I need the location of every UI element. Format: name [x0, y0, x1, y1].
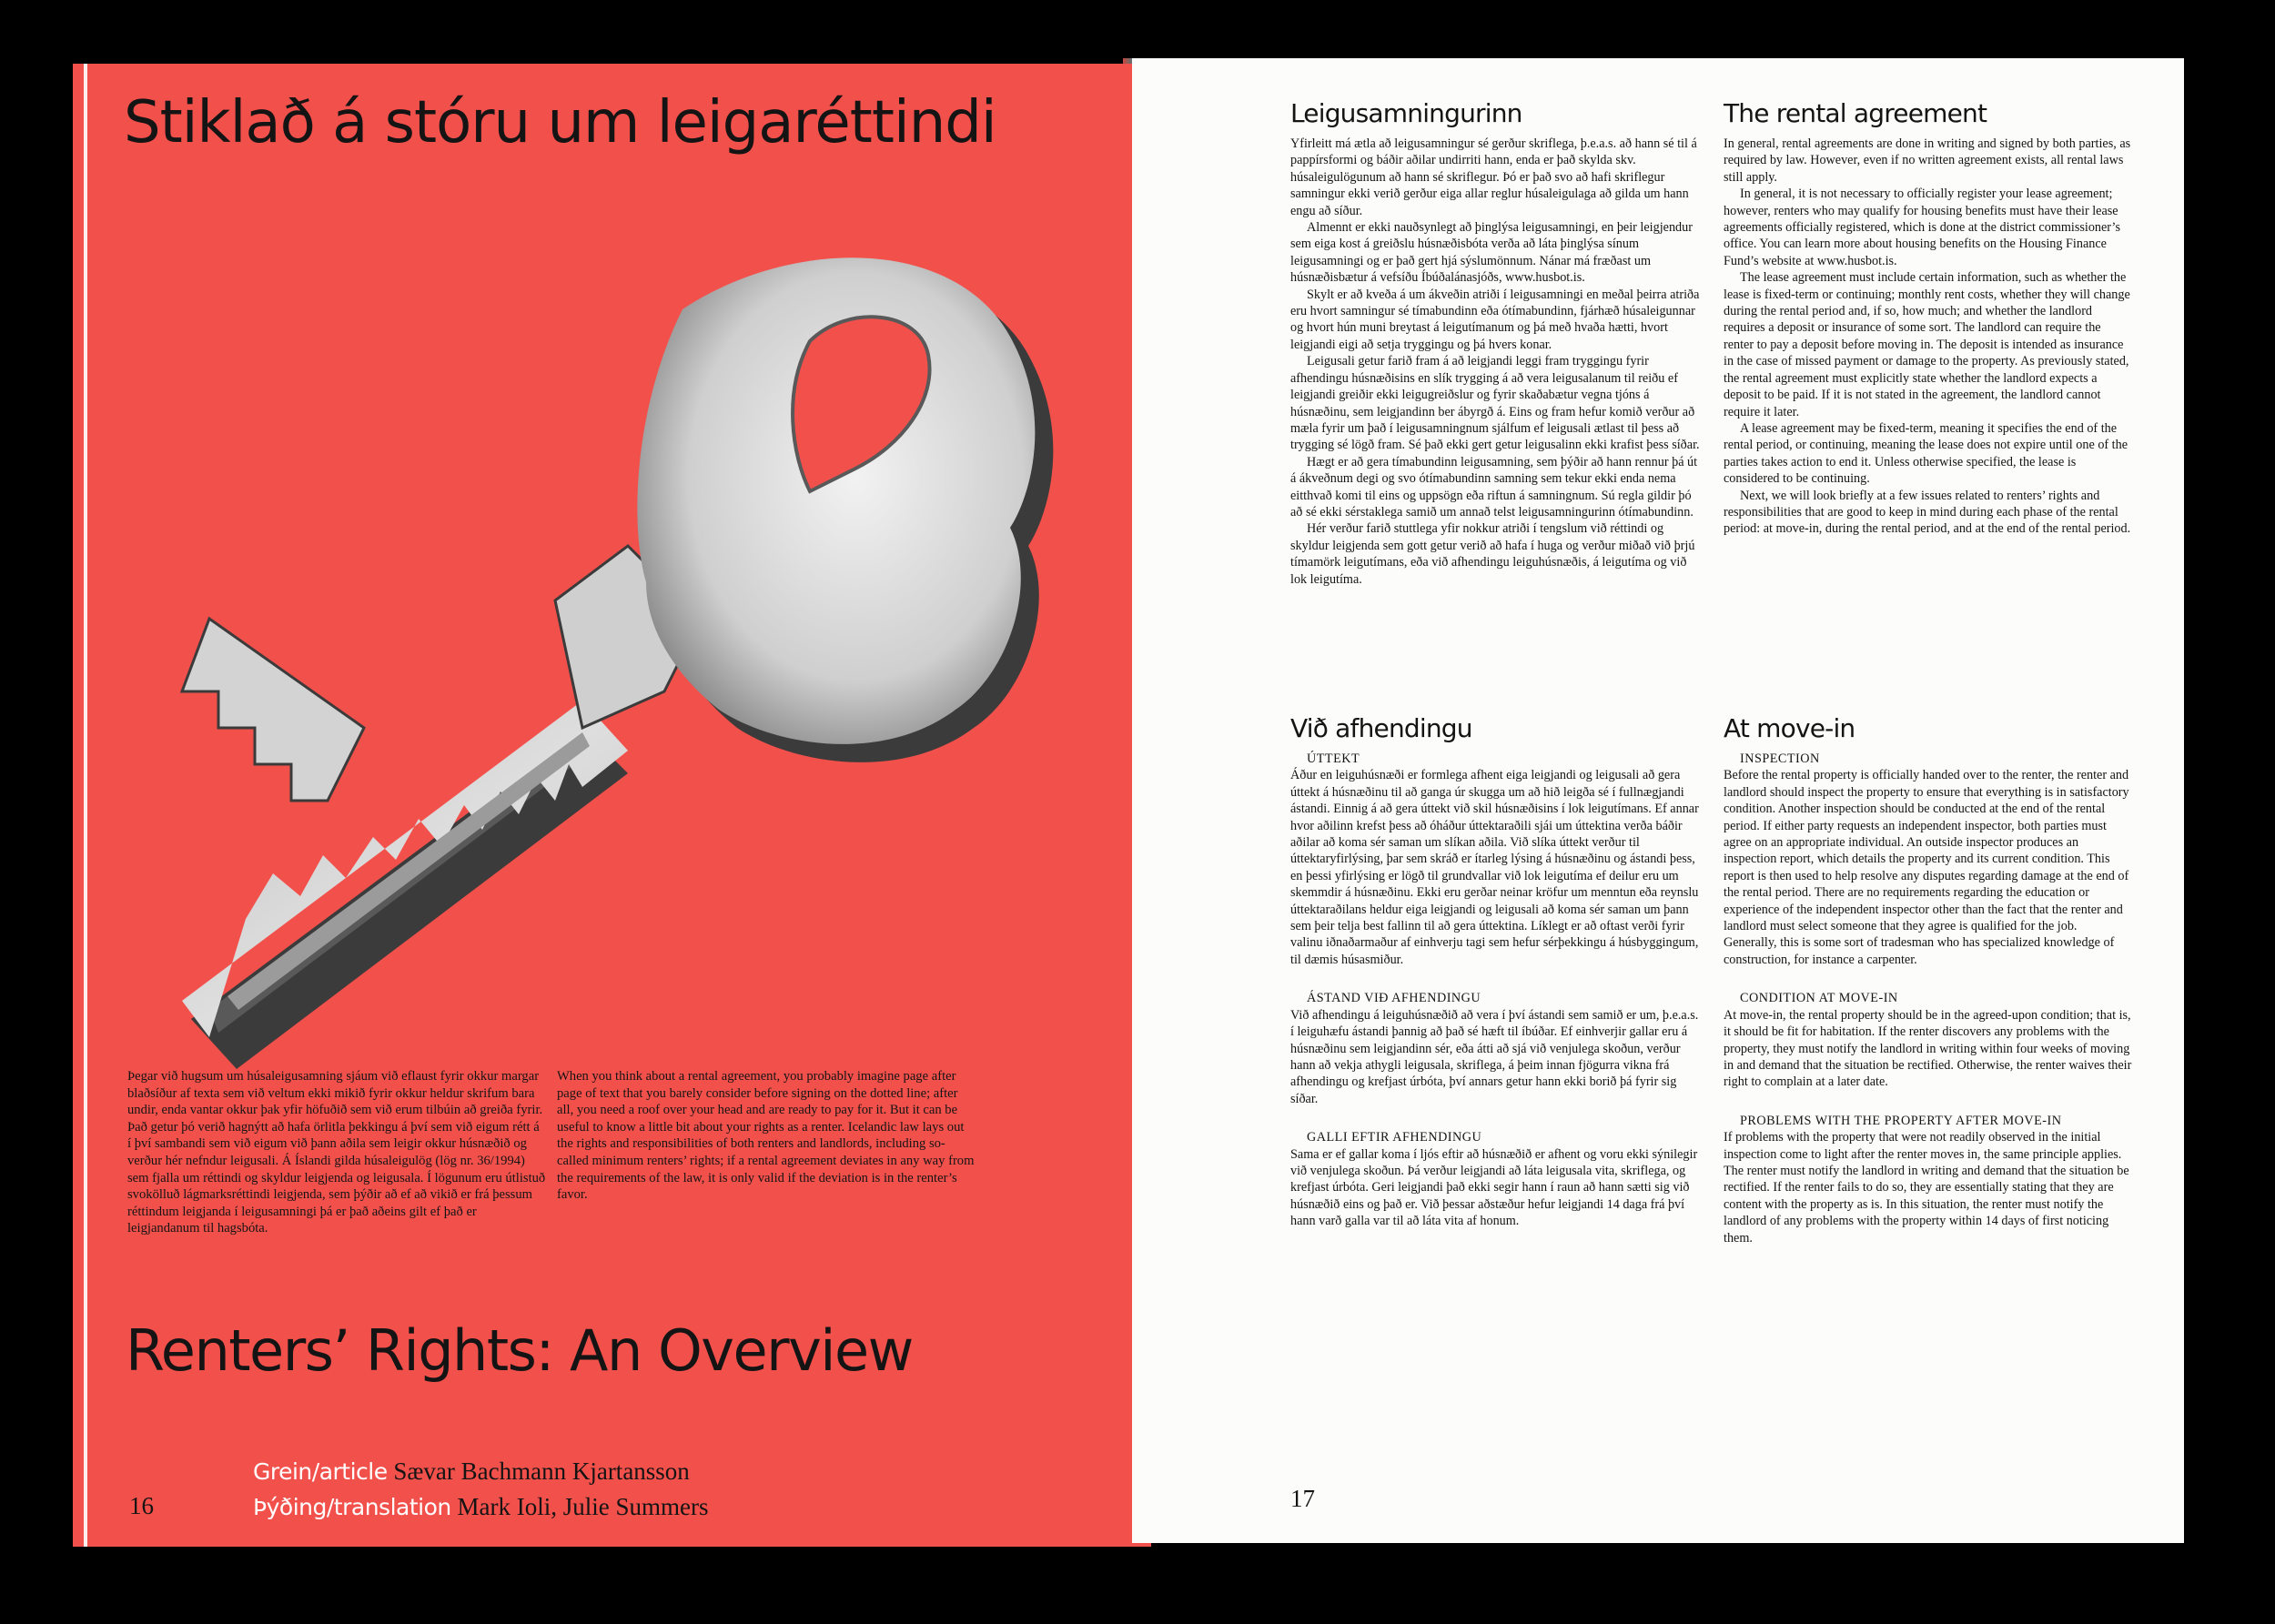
paragraph: Next, we will look briefly at a few issues related to renters’ rights and responsibilities that are good to keep in mind during each phase of the rental period: at move-in, during the rental period, and at the end of the rental period.	[1724, 488, 2131, 537]
paragraph: At move-in, the rental property should be in the agreed-upon condition; that is, it should be fit for habitation. If the renter discovers any problems with the property, they must notify the landlord in writing within four weeks of moving in and demand that the situation be rectified. Otherwise, the renter waives their right to complain at a later date.	[1724, 1007, 2132, 1090]
page-number-left: 16	[129, 1492, 154, 1519]
page-number-right: 17	[1290, 1485, 1315, 1512]
article-title-icelandic: Stiklað á stóru um leigaréttindi	[124, 89, 996, 156]
paragraph: Áður en leiguhúsnæði er formlega afhent eiga leigjandi og leigusali að gera úttekt á húsnæðinu til að ganga úr skugga um að hið leigða sé í fullnægjandi ástandi. Einnig á að gera úttekt við skil húsnæðisins í lok leigutímans. Ef annar hvor aðilinn krefst þess að óháður úttektaraðili sjái um úttektina verða báðir aðilar að koma sér saman um slíkan aðila. Við slíka úttekt verður til úttektaryfirlýsing, þar sem skráð er ítarleg lýsing á húsnæðinu og ástandi þess, en þessi yfirlýsing er lögð til grundvallar við lok leigutíma ef deilur eru um skemmdir á húsnæðinu. Ekki eru gerðar neinar kröfur um menntun eða reynslu úttektaraðilans heldur eiga leigjandi og leigusali að koma sér saman um þann sem þeir telja best fallinn til að gera úttektina. Líklegt er að oftast verði fyrir valinu iðnaðarmaður af einhverju tagi sem hefur sérþekkingu á húsbyggingum, til dæmis húsasmiður.	[1290, 768, 1699, 967]
article-title-english: Renters’ Rights: An Overview	[126, 1317, 913, 1384]
credit-translation	[253, 1489, 708, 1525]
section-at-move-in	[1724, 713, 2133, 1246]
section-heading: The rental agreement	[1724, 98, 1987, 128]
key-teeth	[182, 619, 364, 801]
paragraph: The lease agreement must include certain information, such as whether the lease is fixed-term or continuing; monthly rent costs, whether they will change during the rental period and, if so, how much; and whether the landlord requires a deposit or insurance of some sort. The landlord can require the renter to pay a deposit before moving in. The deposit is intended as insurance in the case of missed payment or damage to the property. As previously stated, the rental agreement must explicitly state whether the landlord expects a deposit to be paid. If it is not stated in the agreement, the landlord cannot require it later.	[1724, 270, 2130, 419]
paragraph: If problems with the property that were not readily observed in the initial inspection come to light after the renter moves in, the same principle applies. The renter must notify the landlord in writing and demand that the situation be rectified. If the renter fails to do so, they are essentially stating that they are content with the property as is. In this situation, the renter must notify the landlord of any problems with the property within 14 days of first noticing them.	[1724, 1130, 2129, 1246]
paragraph: Við afhendingu á leiguhúsnæðið að vera í því ástandi sem samið er um, þ.e.a.s. í leiguhæfu ástandi þannig að það sé hæft til íbúðar. Ef einhverjir gallar eru á húsnæðinu sem leigjandinn sér, eða átti að sjá við venjulega skoðun, verður hann að vekja athygli leigusala, skriflega, á þeim innan fjögurra vikna frá afhendingu og krefjast úrbóta, því annars getur hann ekki borið þá fyrir sig síðar.	[1290, 1007, 1699, 1106]
credit-article	[253, 1454, 708, 1489]
subheading: ÁSTAND VIÐ AFHENDINGU	[1307, 991, 1481, 1006]
left-page	[73, 64, 1151, 1547]
subheading: ÚTTEKT	[1307, 751, 1360, 766]
intro-paragraph-english: When you think about a rental agreement, you probably imagine page after page of text that you barely consider before signing on the dotted line; after all, you need a roof over your head and are ready to pay for it. But it can be useful to know a little bit about your rights as a renter. Icelandic law lays out the rights and responsibilities of both renters and landlords, including so-called minimum renters’ rights; if a rental agreement deviates in any way from the requirements of the law, it is only valid if the deviation is in the renter’s favor.	[557, 1069, 975, 1203]
subheading: PROBLEMS WITH THE PROPERTY AFTER MOVE-IN	[1740, 1113, 2062, 1128]
section-leigusamningurinn	[1290, 98, 1700, 588]
paragraph: Yfirleitt má ætla að leigusamningur sé gerður skriflega, þ.e.a.s. að hann sé til á pappírsformi og báðir aðilar undirriti hann, enda er það skylda skv. húsaleigulögunum að hann sé skriflegur. Þó er það svo að hafi skriflegur samningur ekki verið gerður eiga allar reglur húsaleigulaga að gilda um hann engu að síður.	[1290, 136, 1697, 218]
credits	[253, 1454, 708, 1525]
paragraph: Sama er ef gallar koma í ljós eftir að húsnæðið er afhent og voru ekki sýnilegir við venjulega skoðun. Þá verður leigjandi að láta leigusala vita, skriflega, og krefjast úrbóta. Geri leigjandi það ekki segir hann í raun að hann sætti sig við húsnæðið eins og það er. Við þessar aðstæður hefur leigjandi 14 daga frá því hann varð galla var til að láta vita af honum.	[1290, 1146, 1698, 1229]
right-page	[1132, 58, 2184, 1543]
paragraph: In general, it is not necessary to officially register your lease agreement; however, renters who may qualify for housing benefits must have their lease agreements officially registered, which is done at the district commissioner’s office. You can learn more about housing benefits on the Housing Finance Fund’s website at www.husbot.is.	[1724, 187, 2121, 268]
credit-translation-name: Mark Ioli, Julie Summers	[457, 1493, 709, 1520]
subheading: INSPECTION	[1740, 751, 1820, 766]
credit-article-label: Grein/article	[253, 1458, 388, 1485]
intro-paragraph-icelandic: Þegar við hugsum um húsaleigusamning sjáum við eflaust fyrir okkur margar blaðsíður af texta sem við veltum ekki mikið fyrir okkur heldur skrifum bara undir, enda vantar okkur þak yfir höfuðið sem við erum tilbúin að greiða fyrir. Það getur þó verið hagnýtt að hafa örlitla þekkingu á því sem við eigum rétt á í því sambandi sem við eigum við þann aðila sem leigir okkur húsnæðið og verður hér nefndur leigusali. Á Íslandi gilda húsaleigulög (lög nr. 36/1994) sem fjalla um réttindi og skyldur leigjenda og leigusala. Í lögunum eru útlistuð svokölluð lágmarksréttindi leigjenda, sem þýðir að ef að vikið er frá þessum réttindum leigjanda í leigusamningi þá er það aðeins gilt ef það er leigjandanum til hagsbóta.	[127, 1069, 546, 1236]
credit-article-name: Sævar Bachmann Kjartansson	[393, 1458, 690, 1485]
paragraph: Skylt er að kveða á um ákveðin atriði í leigusamningi en meðal þeirra atriða eru hvort samningur sé tímabundinn eða ótímabundinn, fjárhæð húsaleigunnar og hvort hún muni breytast á leigutímanum og þá með hvaða hætti, hvort leigjandi eigi að setja tryggingu og þá hvers konar.	[1290, 287, 1700, 352]
paragraph: In general, rental agreements are done in writing and signed by both parties, as required by law. However, even if no written agreement exists, all rental laws still apply.	[1724, 136, 2131, 185]
section-heading: At move-in	[1724, 713, 1855, 743]
paragraph: Almennt er ekki nauðsynlegt að þinglýsa leigusamningi, en þeir leigjendur sem eiga kost á greiðslu húsnæðisbóta verða að láta þinglýsa sínum leigusamningi og er það gert hjá sýslumönnum. Nánar má fræðast um húsnæðisbætur á vefsíðu Íbúðalánasjóðs, www.husbot.is.	[1290, 220, 1693, 286]
section-rental-agreement	[1724, 98, 2133, 538]
subheading: GALLI EFTIR AFHENDINGU	[1307, 1130, 1482, 1145]
section-heading: Við afhendingu	[1290, 713, 1472, 743]
section-heading: Leigusamningurinn	[1290, 98, 1522, 128]
credit-translation-label: Þýðing/translation	[253, 1494, 451, 1520]
paragraph: Before the rental property is officially handed over to the renter, the renter and landlord should inspect the property to ensure that everything is in satisfactory condition. Another inspection should be conducted at the end of the rental period. If either party requests an independent inspector, both parties must agree on an appropriate individual. An outside inspector produces an inspection report, which details the property and its current condition. This report is then used to help resolve any disputes regarding damage at the end of the rental period. There are no requirements regarding the education or experience of the independent inspector other than the fact that the renter and landlord must select someone that they agree is qualified for the job. Generally, this is some sort of tradesman who has specialized knowledge of construction, for instance a carpenter.	[1724, 768, 2129, 967]
paragraph: Hér verður farið stuttlega yfir nokkur atriði í tengslum við réttindi og skyldur leigjenda sem gott getur verið að hafa í huga og verður miðað við þrjú tímamörk leigutímans, eða við afhendingu leiguhúsnæðis, á leigutíma og við lok leigutíma.	[1290, 521, 1695, 587]
paragraph: Leigusali getur farið fram á að leigjandi leggi fram tryggingu fyrir afhendingu húsnæðisins en slík trygging á að vera leigusalanum til reiðu ef leigjandi greiðir ekki leigugreiðslur og fyrir skaðabætur vegna tjóns á húsnæðinu, sem leigjandinn ber ábyrgð á. Eins og fram hefur komið verður að mæla fyrir um það í leigusamningnum sjálfum ef leigusali ætlast til þess að trygging sé lögð fram. Sé það ekki gert getur leigusalinn ekki krafist þess síðar.	[1290, 354, 1700, 453]
subheading: CONDITION AT MOVE-IN	[1740, 991, 1898, 1006]
paragraph: Hægt er að gera tímabundinn leigusamning, sem þýðir að hann rennur þá út á ákveðnum degi og svo ótímabundinn samning sem tekur ekki enda nema eitthvað komi til eins og uppsögn eða riftun á samningnum. Sú regla gildir þó að sé ekki sérstaklega samið um annað telst leigusamningurinn ótímabundinn.	[1290, 454, 1698, 519]
section-vid-afhendingu	[1290, 713, 1700, 1230]
key-icon	[155, 218, 1101, 1110]
key-groove	[228, 732, 590, 1010]
paragraph: A lease agreement may be fixed-term, meaning it specifies the end of the rental period, or continuing, meaning the lease does not expire until one of the parties takes action to end it. Unless otherwise specified, the lease is considered to be continuing.	[1724, 420, 2128, 487]
